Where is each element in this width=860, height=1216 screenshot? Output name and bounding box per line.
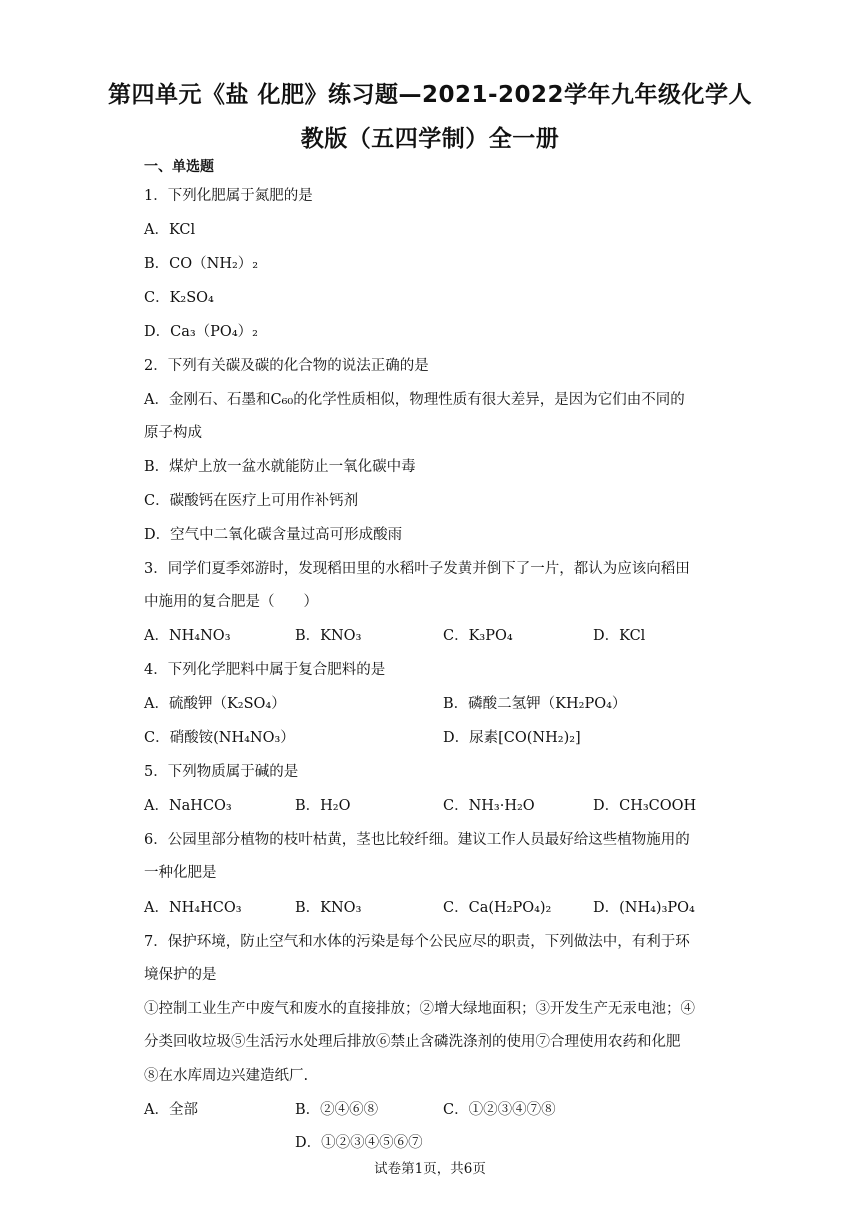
question-5-option-a: A．NaHCO₃ <box>144 798 232 814</box>
question-4-stem: 4．下列化学肥料中属于复合肥料的是 <box>144 662 386 678</box>
question-1-option-b: B．CO（NH₂）₂ <box>144 256 259 272</box>
question-2-option-d: D．空气中二氧化碳含量过高可形成酸雨 <box>144 527 403 543</box>
page-title-line1: 第四单元《盐 化肥》练习题—2021-2022学年九年级化学人 <box>107 82 753 108</box>
question-3-option-c: C．K₃PO₄ <box>443 628 513 644</box>
question-7-option-c: C．①②③④⑦⑧ <box>443 1102 556 1118</box>
question-1-option-a: A．KCl <box>144 222 196 238</box>
question-2-stem: 2．下列有关碳及碳的化合物的说法正确的是 <box>144 358 429 374</box>
question-3-option-b: B．KNO₃ <box>295 628 362 644</box>
question-7-option-d: D．①②③④⑤⑥⑦ <box>295 1135 423 1151</box>
question-4-option-d: D．尿素[CO(NH₂)₂] <box>443 730 581 746</box>
question-6-stem-line1: 6．公园里部分植物的枝叶枯黄，茎也比较纤细。建议工作人员最好给这些植物施用的 <box>144 832 690 848</box>
question-3-option-d: D．KCl <box>593 628 646 644</box>
question-6-stem-line2: 一种化肥是 <box>144 865 217 881</box>
question-7-option-a: A．全部 <box>144 1102 198 1118</box>
question-5-stem: 5．下列物质属于碱的是 <box>144 764 299 780</box>
question-3-stem-line1: 3．同学们夏季郊游时，发现稻田里的水稻叶子发黄并倒下了一片，都认为应该向稻田 <box>144 561 690 577</box>
question-4-option-b: B．磷酸二氢钾（KH₂PO₄） <box>443 696 627 712</box>
question-6-option-b: B．KNO₃ <box>295 900 362 916</box>
question-5-option-b: B．H₂O <box>295 798 351 814</box>
question-1-stem: 1．下列化肥属于氮肥的是 <box>144 188 313 204</box>
question-4-option-c: C．硝酸铵(NH₄NO₃） <box>144 730 295 746</box>
question-7-stem-line2: 境保护的是 <box>144 967 217 983</box>
question-2-option-a-line1: A．金刚石、石墨和C₆₀的化学性质相似，物理性质有很大差异，是因为它们由不同的 <box>144 392 685 408</box>
question-7-body-line1: ①控制工业生产中废气和废水的直接排放；②增大绿地面积；③开发生产无汞电池；④ <box>144 1001 695 1017</box>
section-heading: 一、单选题 <box>144 159 214 175</box>
question-3-stem-line2: 中施用的复合肥是（ ） <box>144 594 318 610</box>
question-3-option-a: A．NH₄NO₃ <box>144 628 231 644</box>
question-1-option-c: C．K₂SO₄ <box>144 290 214 306</box>
question-6-option-d: D．(NH₄)₃PO₄ <box>593 900 695 916</box>
page-title-line2: 教版（五四学制）全一册 <box>300 126 560 152</box>
page-footer: 试卷第1页，共6页 <box>374 1161 486 1177</box>
question-7-body-line2: 分类回收垃圾⑤生活污水处理后排放⑥禁止含磷洗涤剂的使用⑦合理使用农药和化肥 <box>144 1034 681 1050</box>
question-4-option-a: A．硫酸钾（K₂SO₄） <box>144 696 286 712</box>
question-2-option-c: C．碳酸钙在医疗上可用作补钙剂 <box>144 493 359 509</box>
question-7-option-b: B．②④⑥⑧ <box>295 1102 379 1118</box>
question-5-option-d: D．CH₃COOH <box>593 798 697 814</box>
question-2-option-a-line2: 原子构成 <box>144 425 202 441</box>
question-6-option-a: A．NH₄HCO₃ <box>144 900 242 916</box>
question-2-option-b: B．煤炉上放一盆水就能防止一氧化碳中毒 <box>144 459 416 475</box>
question-5-option-c: C．NH₃·H₂O <box>443 798 535 814</box>
question-6-option-c: C．Ca(H₂PO₄)₂ <box>443 900 552 916</box>
question-1-option-d: D．Ca₃（PO₄）₂ <box>144 324 258 340</box>
question-7-stem-line1: 7．保护环境，防止空气和水体的污染是每个公民应尽的职责，下列做法中，有利于环 <box>144 934 690 950</box>
question-7-body-line3: ⑧在水库周边兴建造纸厂. <box>144 1068 309 1084</box>
